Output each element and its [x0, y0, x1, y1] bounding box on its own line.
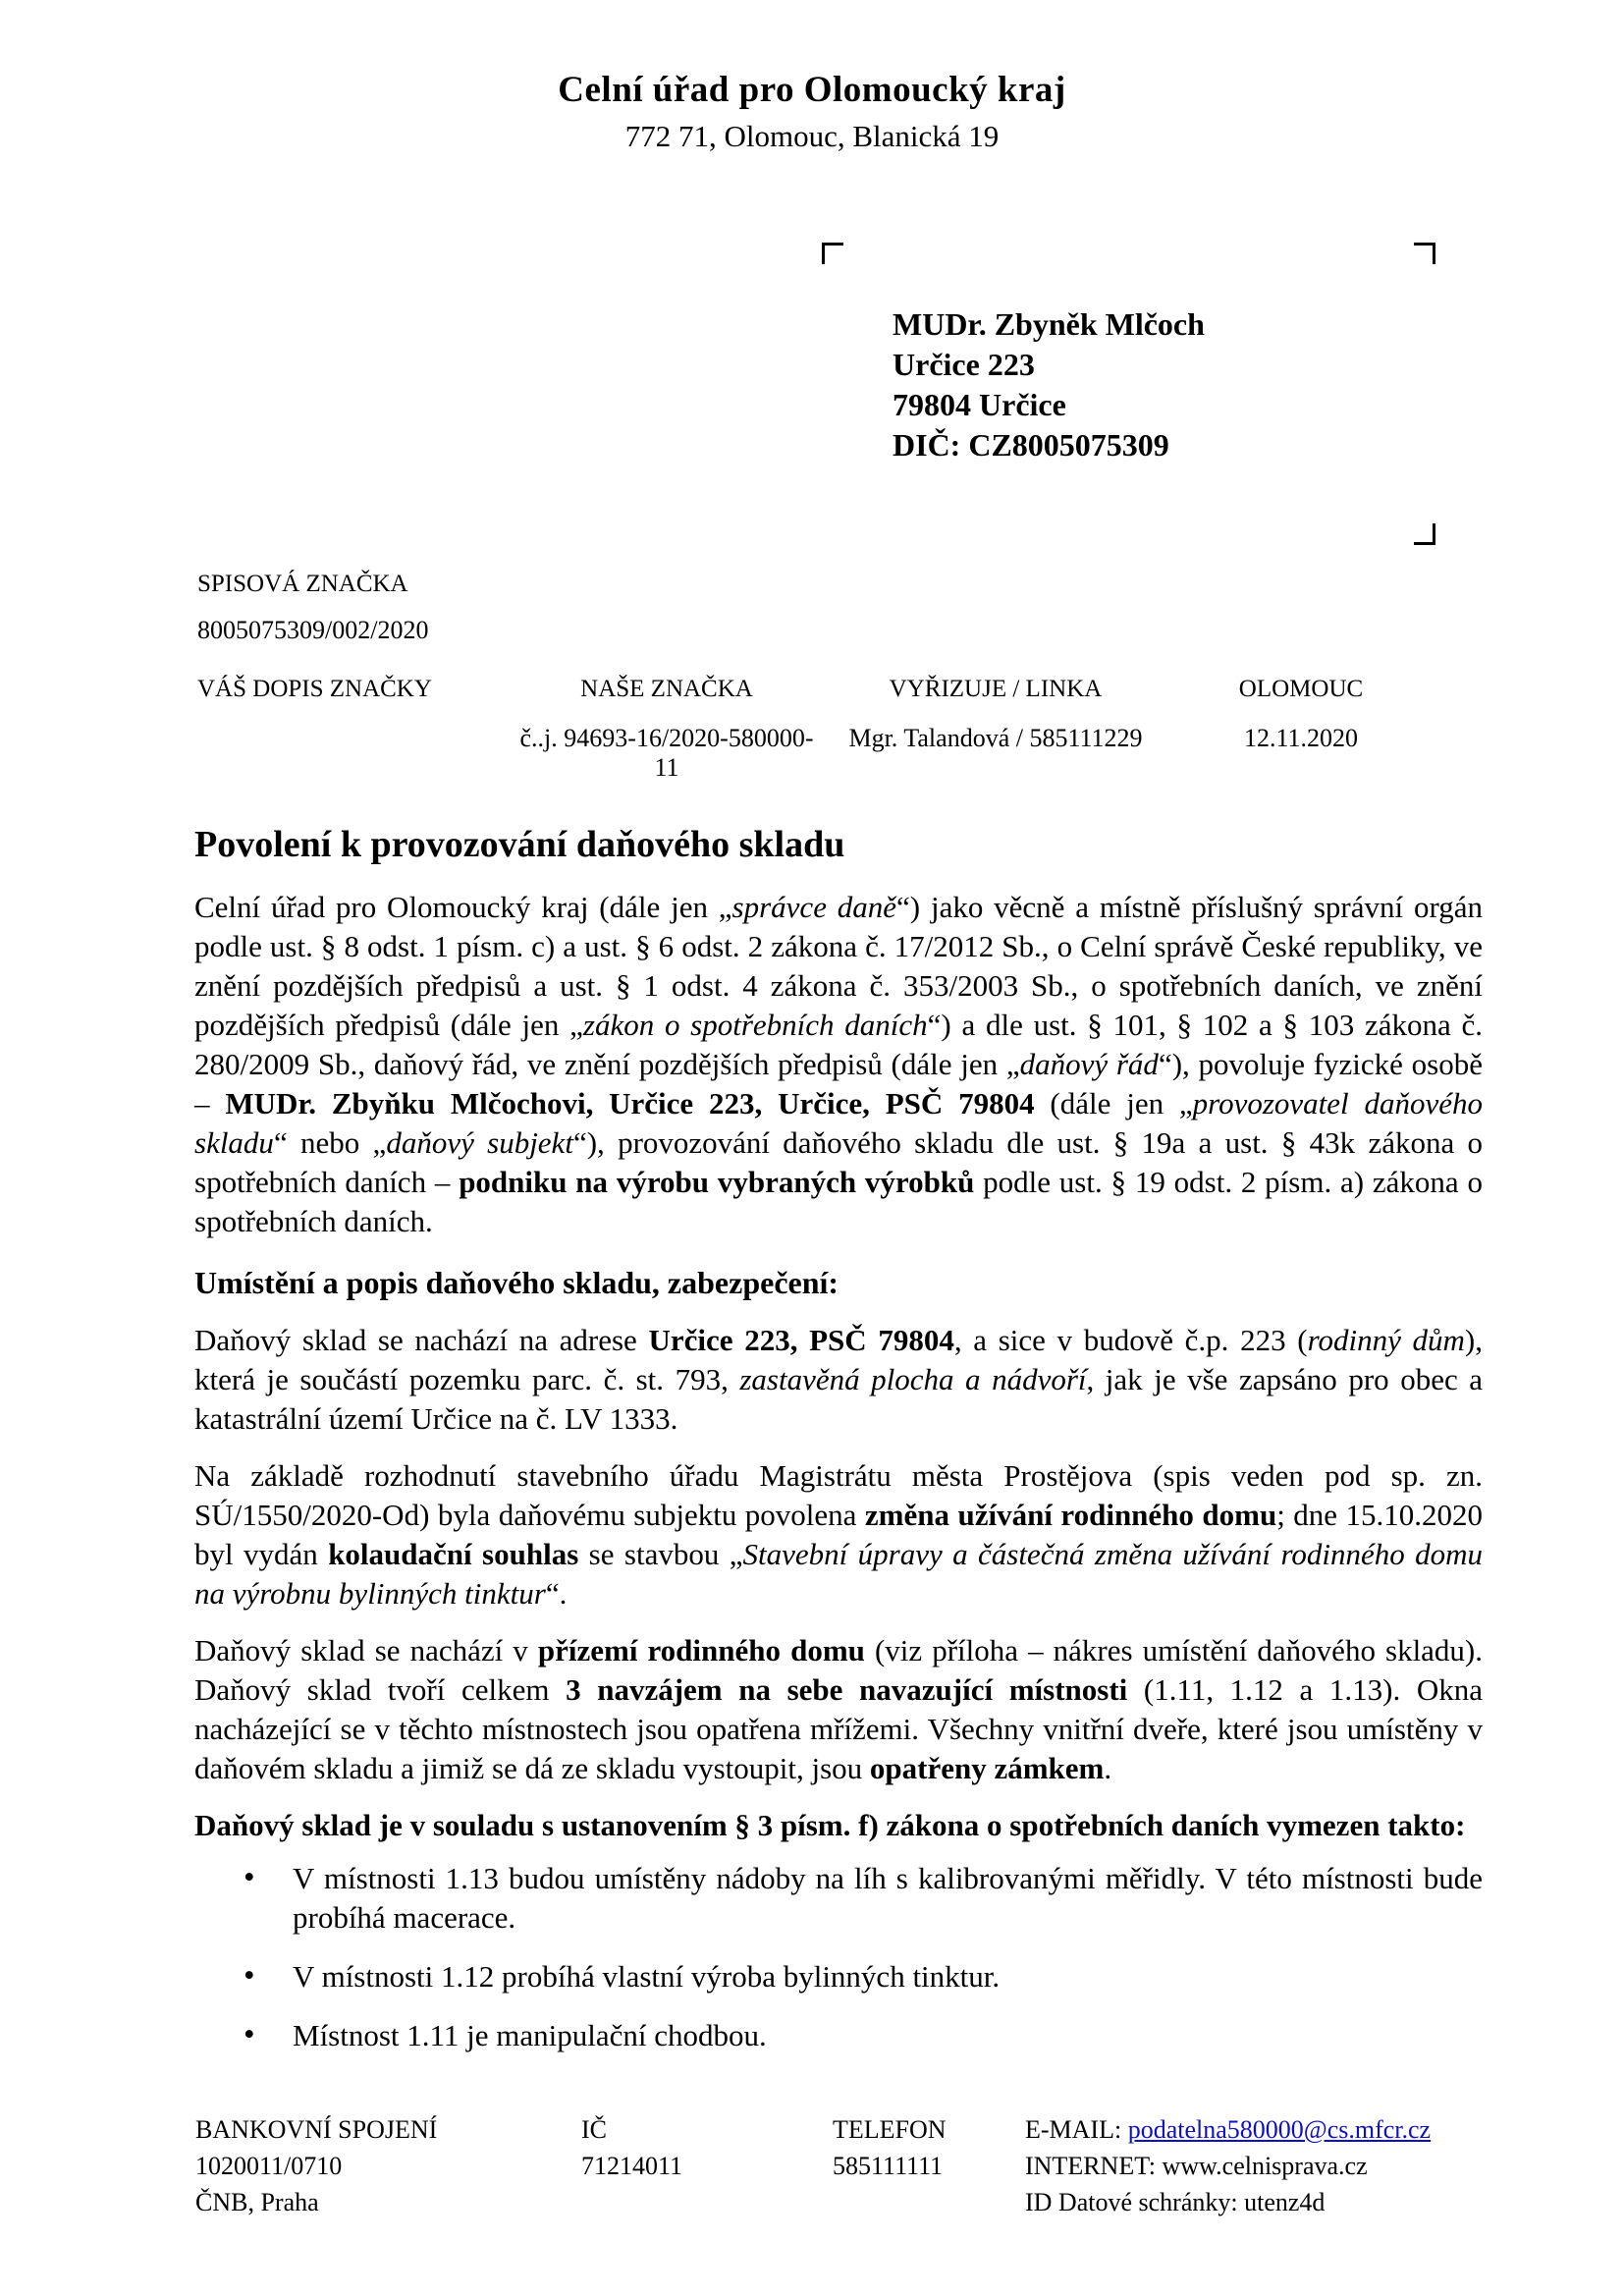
reference-col-our-ref: [514, 676, 819, 783]
paragraph-building-permit: Na základě rozhodnutí stavebního úřadu Magistrátu města Prostějova (spis veden pod sp. zn. SÚ/1550/2020-Od) byla daňovému subjektu povolena změna užívání rodinného domu; dne 15.10.2020 byl vydán kolaudační souhlas se stavbou „Stavební úpravy a částečná změna užívání rodinného domu na výrobnu bylinných tinktur“.: [194, 1458, 1484, 1611]
your-ref-value: [197, 724, 512, 753]
bank-label: BANKOVNÍ SPOJENÍ: [195, 2115, 438, 2144]
office-address: 772 71, Olomouc, Blanická 19: [624, 119, 1000, 153]
recipient-city: 79804 Určice: [893, 387, 1066, 422]
email-label: E-MAIL:: [1025, 2115, 1128, 2144]
office-name: Celní úřad pro Olomoucký kraj: [558, 70, 1066, 110]
bullet-item-room-111: • Místnost 1.11 je manipulační chodbou.: [293, 2016, 1483, 2055]
paragraph-premises: Daňový sklad se nachází v přízemí rodinného domu (viz příloha – nákres umístění daňového skladu). Daňový sklad tvoří celkem 3 navzájem na sebe navazující místnosti (1.11, 1.12 a 1.13). Okna nacházející se v těchto místnostech jsou opatřena mřížemi. Všechny vnitřní dveře, které jsou umístěny v daňovém skladu a jimiž se dá ze skladu vystoupit, jsou opatřeny zámkem.: [194, 1633, 1484, 1785]
ic-label: IČ: [581, 2115, 607, 2144]
bullet-item-room-113: • V místnosti 1.13 budou umístěny nádoby na líh s kalibrovanými měřidly. V této místnosti bude probíhá macerace.: [293, 1859, 1483, 1938]
recipient-name: MUDr. Zbyněk Mlčoch: [893, 306, 1205, 342]
bullet-item-room-112: • V místnosti 1.12 probíhá vlastní výroba bylinných tinktur.: [293, 1957, 1483, 1996]
handler-value: Mgr. Talandová / 585111229: [848, 724, 1143, 752]
recipient-tax-id: DIČ: CZ8005075309: [893, 427, 1169, 463]
main-content: [194, 823, 1483, 2075]
reference-col-handler: [843, 676, 1148, 753]
corner-mark-bottom-right: [1414, 523, 1435, 545]
phone-value: 585111111: [833, 2152, 944, 2180]
email-line: [1025, 2111, 1431, 2148]
footer-col-ic: [581, 2111, 682, 2184]
handler-label: VYŘIZUJE / LINKA: [889, 676, 1103, 702]
corner-mark-top-right: [1414, 243, 1435, 264]
footer-col-bank: [195, 2111, 437, 2220]
footer-col-contact: [1025, 2111, 1431, 2220]
footer-col-phone: [833, 2111, 947, 2184]
reference-col-your-ref: [197, 676, 512, 753]
recipient-street: Určice 223: [893, 347, 1035, 382]
bank-name: ČNB, Praha: [195, 2188, 319, 2216]
databox-line: ID Datové schránky: utenz4d: [1025, 2188, 1326, 2216]
your-ref-label: VÁŠ DOPIS ZNAČKY: [197, 676, 432, 702]
bullet-list: [194, 1859, 1483, 2055]
corner-mark-top-left: [822, 243, 843, 264]
phone-label: TELEFON: [833, 2115, 947, 2144]
letterhead: [0, 69, 1624, 154]
document-title: Povolení k provozování daňového skladu: [194, 824, 845, 865]
bank-account: 1020011/0710: [195, 2152, 343, 2180]
file-reference-value: 8005075309/002/2020: [197, 616, 429, 644]
file-reference-label: SPISOVÁ ZNAČKA: [197, 571, 408, 597]
place-label: OLOMOUC: [1238, 676, 1364, 702]
ic-value: 71214011: [581, 2152, 683, 2180]
paragraph-definition-lead: Daňový sklad je v souladu s ustanovením § 3 písm. f) zákona o spotřebních daních vymezen takto:: [194, 1808, 1466, 1842]
file-reference: [197, 571, 428, 645]
paragraph-authorization: Celní úřad pro Olomoucký kraj (dále jen „správce daně“) jako věcně a místně příslušný správní orgán podle ust. § 8 odst. 1 písm. c) a ust. § 6 odst. 2 zákona č. 17/2012 Sb., o Celní správě České republiky, ve znění pozdějších předpisů a ust. § 1 odst. 4 zákona č. 353/2003 Sb., o spotřebních daních, ve znění pozdějších předpisů (dále jen „zákon o spotřebních daních“) a dle ust. § 101, § 102 a § 103 zákona č. 280/2009 Sb., daňový řád, ve znění pozdějších předpisů (dále jen „daňový řád“), povoluje fyzické osobě – MUDr. Zbyňku Mlčochovi, Určice 223, Určice, PSČ 79804 (dále jen „provozovatel daňového skladu“ nebo „daňový subjekt“), provozování daňového skladu dle ust. § 19a a ust. § 43k zákona o spotřebních daních – podniku na výrobu vybraných výrobků podle ust. § 19 odst. 2 písm. a) zákona o spotřebních daních.: [194, 890, 1484, 1238]
section-heading-location: Umístění a popis daňového skladu, zabezpečení:: [194, 1265, 839, 1300]
internet-line: INTERNET: www.celnisprava.cz: [1025, 2152, 1368, 2180]
email-link[interactable]: podatelna580000@cs.mfcr.cz: [1127, 2115, 1432, 2144]
date-value: 12.11.2020: [1243, 724, 1359, 752]
our-ref-label: NAŠE ZNAČKA: [580, 676, 753, 702]
our-ref-value: č..j. 94693-16/2020-580000-11: [519, 724, 814, 782]
paragraph-address: Daňový sklad se nachází na adrese Určice 223, PSČ 79804, a sice v budově č.p. 223 (rodinný dům), která je součástí pozemku parc. č. st. 793, zastavěná plocha a nádvoří, jak je vše zapsáno pro obec a katastrální území Určice na č. LV 1333.: [194, 1323, 1484, 1436]
recipient-address: [893, 304, 1205, 465]
reference-col-place-date: [1149, 676, 1453, 753]
